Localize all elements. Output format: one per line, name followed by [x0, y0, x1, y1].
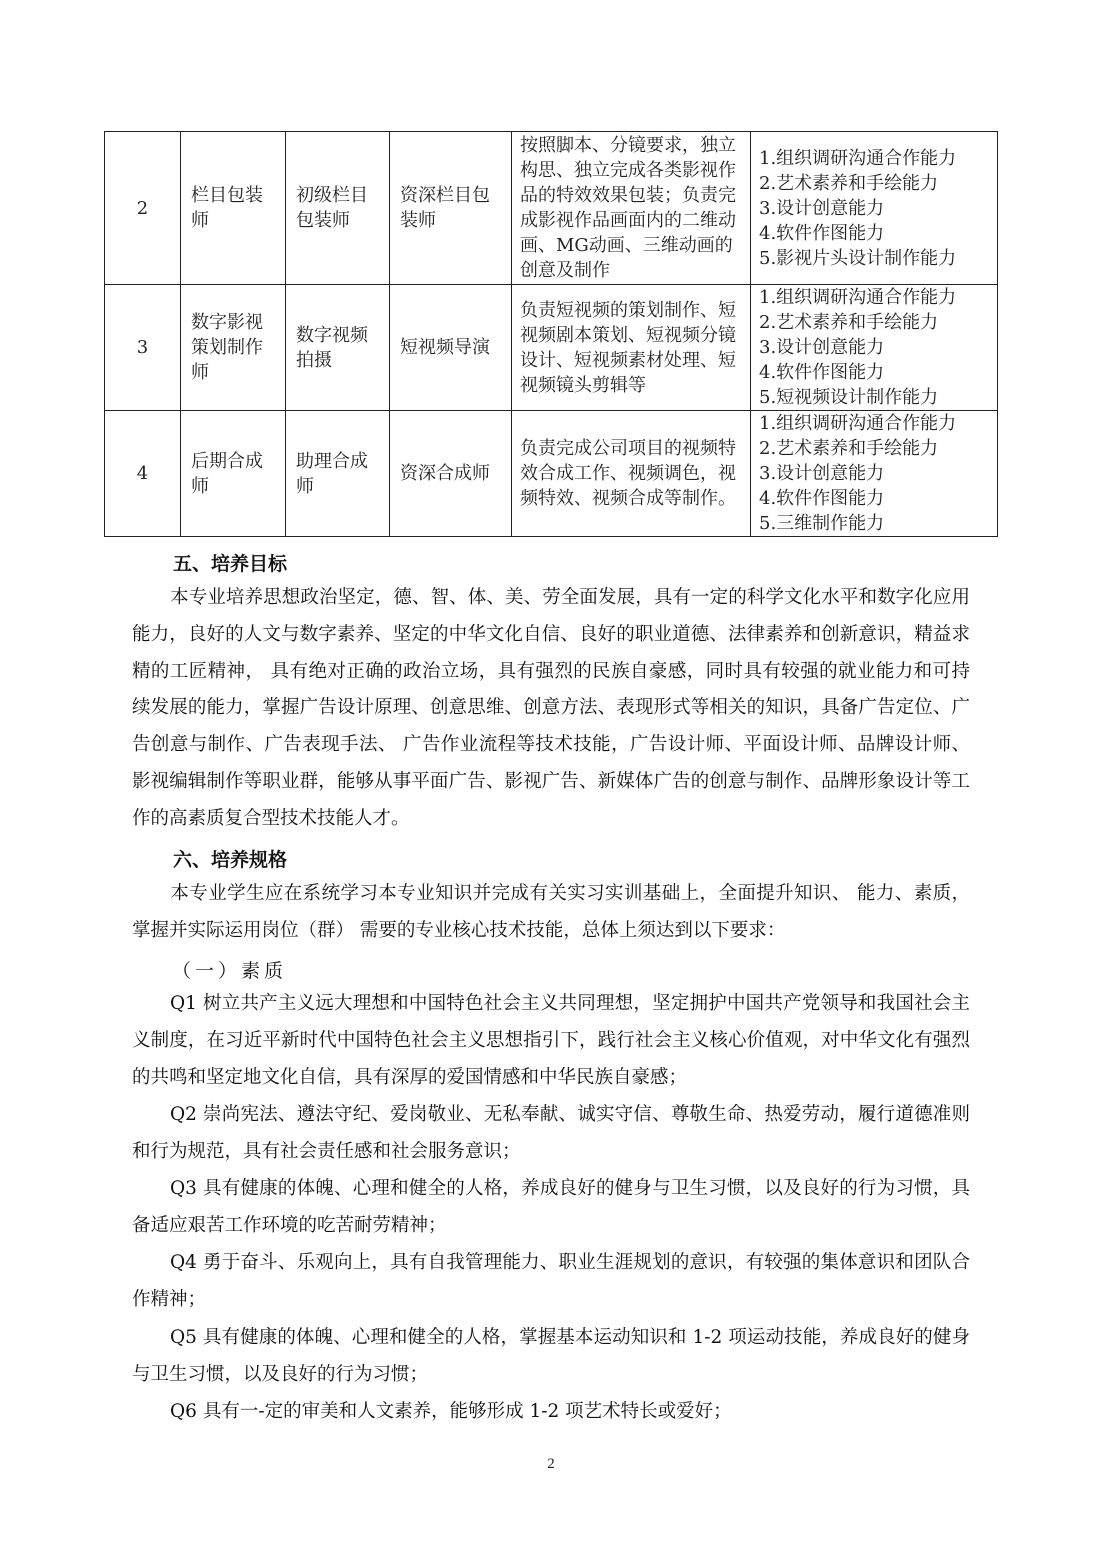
table-row — [105, 411, 998, 537]
job-title-cell: 数字影视 策划制作 师 — [181, 285, 286, 411]
row-number: 4 — [105, 411, 181, 537]
quality-item-text: Q2 崇尚宪法、遵法守纪、爱岗敬业、无私奉献、诚实守信、尊敬生命、热爱劳动，履行道德准则和行为规范，具有社会责任感和社会服务意识； — [132, 1104, 970, 1162]
quality-item-text: Q5 具有健康的体魄、心理和健全的人格，掌握基本运动知识和 1-2 项运动技能，养成良好的健身与卫生习惯，以及良好的行为习惯； — [132, 1327, 970, 1385]
ability-item: 2.艺术素养和手绘能力 — [759, 438, 939, 459]
job-title-cell: 后期合成 师 — [181, 411, 286, 537]
abilities-cell — [751, 132, 998, 285]
row-number: 2 — [105, 132, 181, 285]
job-duty-cell: 负责完成公司项目的视频特效合成工作、视频调色，视频特效、视频合成等制作。 — [512, 411, 751, 537]
row-number: 3 — [105, 285, 181, 411]
subheading-quality: （一）素质 — [172, 960, 288, 982]
ability-item: 1.组织调研沟通合作能力 — [759, 287, 957, 308]
quality-item-q2 — [132, 1097, 970, 1171]
table-row — [105, 132, 998, 285]
training-specs-intro-text: 本专业学生应在系统学习本专业知识并完成有关实习实训基础上，全面提升知识、 能力、素质， 掌握并实际运用岗位（群） 需要的专业核心技术技能，总体上须达到以下要求： — [132, 883, 970, 941]
quality-item-q6 — [132, 1394, 970, 1431]
training-goals-paragraph — [132, 580, 970, 838]
job-requirements-table — [104, 131, 998, 537]
job-duty-cell: 负责短视频的策划制作、短视频剧本策划、短视频分镜设计、短视频素材处理、短视频镜头剪辑等 — [512, 285, 751, 411]
ability-item: 3.设计创意能力 — [759, 197, 885, 219]
quality-item-q4 — [132, 1245, 970, 1319]
quality-item-q1 — [132, 986, 970, 1096]
job-duty-cell: 按照脚本、分镜要求，独立构思、独立完成各类影视作品的特效效果包装；负责完成影视作品画面内的二维动画、MG动画、三维动画的创意及制作 — [512, 132, 751, 285]
ability-item: 4.软件作图能力 — [759, 362, 885, 383]
ability-item: 1.组织调研沟通合作能力 — [759, 147, 957, 169]
ability-item: 5.短视频设计制作能力 — [759, 387, 939, 408]
quality-item-q3 — [132, 1171, 970, 1245]
ability-item: 3.设计创意能力 — [759, 337, 885, 358]
quality-item-text: Q3 具有健康的体魄、心理和健全的人格，养成良好的健身与卫生习惯，以及良好的行为习惯，具备适应艰苦工作环境的吃苦耐劳精神； — [132, 1178, 970, 1236]
senior-position-cell: 短视频导演 — [390, 285, 512, 411]
job-title-cell: 栏目包装 师 — [181, 132, 286, 285]
quality-item-text: Q4 勇于奋斗、乐观向上，具有自我管理能力、职业生涯规划的意识，有较强的集体意识和团队合作精神； — [132, 1252, 970, 1310]
senior-position-cell: 资深合成师 — [390, 411, 512, 537]
abilities-cell — [751, 285, 998, 411]
page-number: 2 — [547, 1456, 555, 1472]
section-heading-training-goals: 五、培养目标 — [173, 553, 288, 575]
entry-position-cell: 初级栏目 包装师 — [286, 132, 390, 285]
ability-item: 2.艺术素养和手绘能力 — [759, 172, 939, 194]
ability-item: 2.艺术素养和手绘能力 — [759, 312, 939, 333]
training-goals-text: 本专业培养思想政治坚定，德、智、体、美、劳全面发展，具有一定的科学文化水平和数字化应用能力，良好的人文与数字素养、坚定的中华文化自信、良好的职业道德、法律素养和创新意识，精益求精的工匠精神， 具有绝对正确的政治立场，具有强烈的民族自豪感，同时具有较强的就业能力和可持续发展的能力，掌握广告设计原理、创意思维、创意方法、表现形式等相关的知识，具备广告定位、广告创意与制作、广告表现手法、 广告作业流程等技术技能，广告设计师、平面设计师、品牌设计师、 影视编辑制作等职业群，能够从事平面广告、影视广告、新媒体广告的创意与制作、品牌形象设计等工作的高素质复合型技术技能人才。 — [132, 587, 970, 829]
ability-item: 4.软件作图能力 — [759, 222, 885, 244]
ability-item: 1.组织调研沟通合作能力 — [759, 413, 957, 434]
ability-item: 3.设计创意能力 — [759, 463, 885, 484]
training-specs-intro — [132, 876, 970, 950]
quality-item-text: Q6 具有一-定的审美和人文素养，能够形成 1-2 项艺术特长或爱好； — [170, 1401, 732, 1422]
senior-position-cell: 资深栏目包 装师 — [390, 132, 512, 285]
entry-position-cell: 数字视频 拍摄 — [286, 285, 390, 411]
section-heading-training-specs: 六、培养规格 — [173, 849, 288, 871]
ability-item: 5.影视片头设计制作能力 — [759, 247, 957, 269]
ability-item: 5.三维制作能力 — [759, 513, 885, 534]
table-row — [105, 285, 998, 411]
ability-item: 4.软件作图能力 — [759, 488, 885, 509]
entry-position-cell: 助理合成 师 — [286, 411, 390, 537]
abilities-cell — [751, 411, 998, 537]
quality-item-text: Q1 树立共产主义远大理想和中国特色社会主义共同理想，坚定拥护中国共产党领导和我国社会主义制度，在习近平新时代中国特色社会主义思想指引下，践行社会主义核心价值观，对中华文化有强烈的共鸣和坚定地文化自信，具有深厚的爱国情感和中华民族自豪感； — [132, 993, 970, 1088]
quality-item-q5 — [132, 1320, 970, 1394]
